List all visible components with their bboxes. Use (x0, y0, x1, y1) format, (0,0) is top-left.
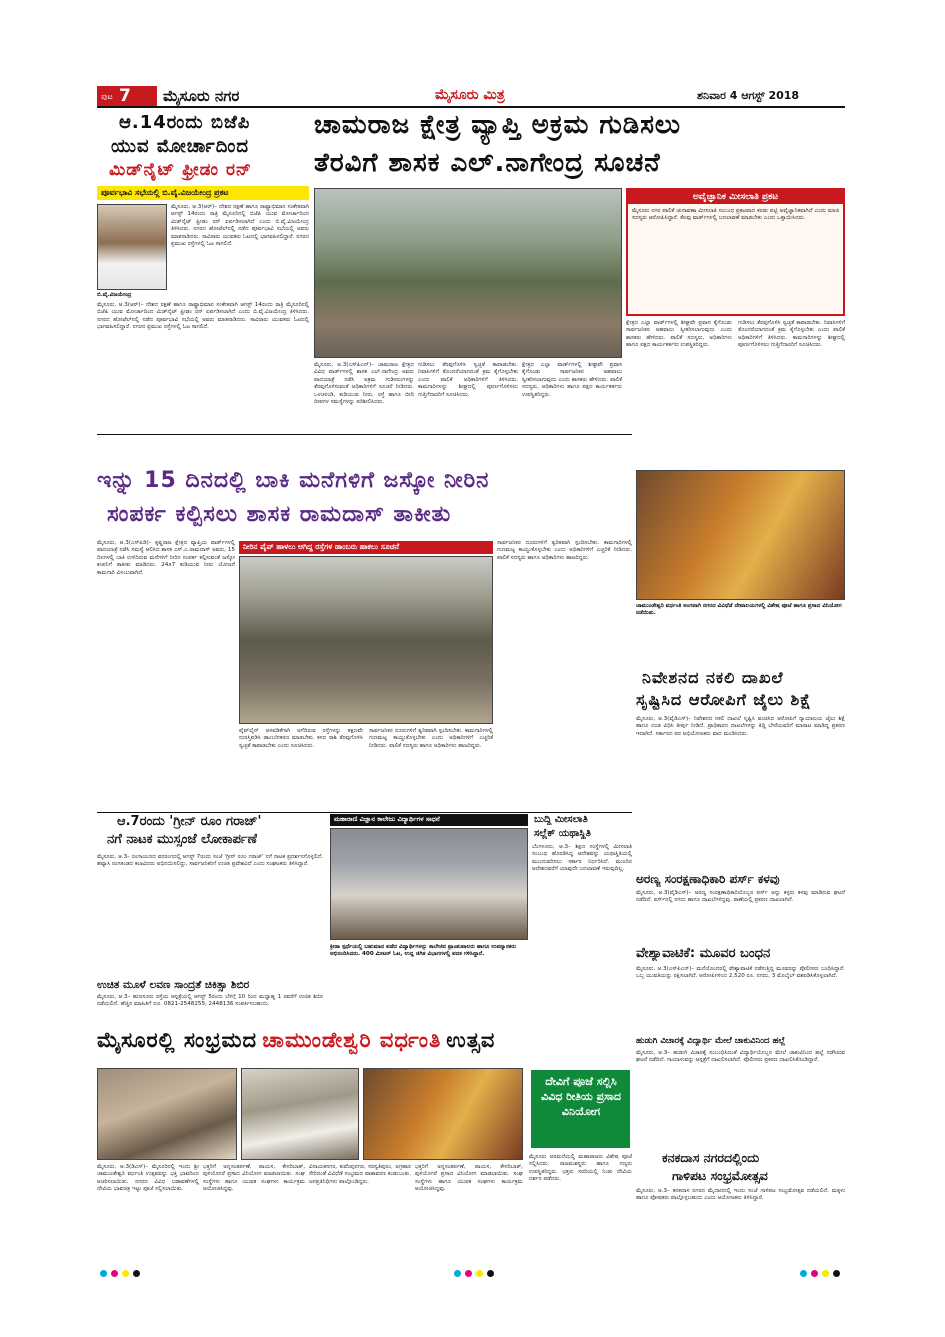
lead-body-mid: ಗುಡಿಸಲು ತೆರವುಗೊಳಿಸಿ ಸ್ವಚ್ಛತೆ ಕಾಪಾಡಬೇಕು. ನಿವಾಸಿಗಳಿಗೆ ತೊಂದರೆಯಾಗದಂತೆ ಕ್ರಮ ಕೈಗೊಳ್ಳಬೇಕು ಎಂದು ಪಾಲಿಕೆ ಅಧಿಕಾರಿಗಳಿಗೆ ತಿಳಿಸಿದರು. ಕಾಮಗಾರಿಗಳನ್ನು ಶೀಘ್ರದಲ್ಲಿ ಪೂರ್ಣಗೊಳಿಸಲು ಗುತ್ತಿಗೆದಾರರಿಗೆ ಸೂಚಿಸಿದರು. (418, 362, 518, 398)
lead-body-side: ಕ್ಷೇತ್ರದ ಎಲ್ಲಾ ವಾರ್ಡ್‌ಗಳಲ್ಲಿ ಶೀಘ್ರವೇ ಪ್ರವಾಸ ಕೈಗೊಂಡು ಸಾರ್ವಜನಿಕರ ಅಹವಾಲು ಸ್ವೀಕರಿಸಲಾಗುವುದು ಎಂದು ಶಾಸಕರು ಹೇಳಿದರು. ಪಾಲಿಕೆ ಸದಸ್ಯರು, ಅಧಿಕಾರಿಗಳು ಹಾಗೂ ಪಕ್ಷದ ಕಾರ್ಯಕರ್ತರು ಉಪಸ್ಥಿತರಿದ್ದರು. (626, 320, 732, 349)
kanaka-story (636, 1150, 845, 1260)
jusco-headline-2: ಸಂಪರ್ಕ ಕಲ್ಪಿಸಲು ಶಾಸಕ ರಾಮದಾಸ್ ತಾಕೀತು (107, 502, 452, 527)
divider-2 (97, 812, 632, 813)
paper-name: ಮೈಸೂರು ಮಿತ್ರ (435, 87, 505, 103)
bjp-story (97, 110, 309, 432)
page-label-box (97, 86, 157, 106)
fake-body: ಮೈಸೂರು, ಆ.3(ವೈಡಿಎಸ್)– ನಿವೇಶನದ ನಕಲಿ ದಾಖಲೆ ಸೃಷ್ಟಿಸಿ ವಂಚಿಸಿದ ಆರೋಪಿಗೆ ನ್ಯಾಯಾಲಯ ಜೈಲು ಶಿಕ್ಷೆ ಹಾಗೂ ದಂಡ ವಿಧಿಸಿ ತೀರ್ಪು ನೀಡಿದೆ. ಪ್ರಾಧಿಕಾರದ ದಾಖಲೆಗಳನ್ನು ತಿದ್ದಿ ಬೇರೆಯವರಿಗೆ ಮಾರಾಟ ಮಾಡಿದ್ದ ಪ್ರಕರಣ ಇದಾಗಿದೆ. ಸರ್ಕಾರದ ಪರ ಅಭಿಯೋಜಕರು ವಾದ ಮಂಡಿಸಿದರು. (636, 716, 845, 737)
dot-black (833, 1270, 840, 1277)
fake-headline-2: ಸೃಷ್ಟಿಸಿದ ಆರೋಪಿಗೆ ಜೈಲು ಶಿಕ್ಷೆ (636, 690, 812, 709)
bjp-headline-1: ಆ.14ರಂದು ಬಿಜೆಪಿ (119, 112, 251, 133)
dot-cyan (100, 1270, 107, 1277)
drama-story (97, 814, 327, 1024)
chamundi-headline (97, 1028, 632, 1062)
lead-body-right: ಕ್ಷೇತ್ರದ ಎಲ್ಲಾ ವಾರ್ಡ್‌ಗಳಲ್ಲಿ ಶೀಘ್ರವೇ ಪ್ರವಾಸ ಕೈಗೊಂಡು ಸಾರ್ವಜನಿಕರ ಅಹವಾಲು ಸ್ವೀಕರಿಸಲಾಗುವುದು ಎಂದು ಶಾಸಕರು ಹೇಳಿದರು. ಪಾಲಿಕೆ ಸದಸ್ಯರು, ಅಧಿಕಾರಿಗಳು ಹಾಗೂ ಪಕ್ಷದ ಕಾರ್ಯಕರ್ತರು ಉಪಸ್ಥಿತರಿದ್ದರು. (522, 362, 622, 398)
bjp-body-a: ಮೈಸೂರು, ಆ.3(ಆರ್)– ದೇಶದ ರಕ್ಷಣೆ ಹಾಗೂ ರಾಷ್ಟ್ರಾಭಿಮಾನ ಸಂಕೇತವಾಗಿ ಆಗಸ್ಟ್ 14ರಂದು ರಾತ್ರಿ ಮೈಸೂರಿನಲ್ಲಿ ಬಿಜೆಪಿ ಯುವ ಮೋರ್ಚಾದಿಂದ ಮಿಡ್‌ನೈಟ್ ಫ್ರೀಡಂ ರನ್ ಏರ್ಪಡಿಸಲಾಗಿದೆ ಎಂದು ಬಿ.ವೈ.ವಿಜಯೇಂದ್ರ ತಿಳಿಸಿದರು. ನಗರದ ಹೋಟೆಲ್‌ನಲ್ಲಿ ನಡೆದ ಪೂರ್ವಭಾವಿ ಸಭೆಯಲ್ಲಿ ಅವರು ಮಾತನಾಡಿದರು. ಸಾವಿರಾರು ಯುವಕರು ಓಟದಲ್ಲಿ ಭಾಗವಹಿಸಲಿದ್ದಾರೆ. ನಗರದ ಪ್ರಮುಖ ರಸ್ತೆಗಳಲ್ಲಿ ಓಟ ಸಾಗಲಿದೆ. (171, 204, 309, 248)
dot-black (133, 1270, 140, 1277)
section-title: ಮೈಸೂರು ನಗರ (163, 87, 240, 105)
kanaka-headline-1: ಕನಕದಾಸ ನಗರದಲ್ಲಿಂದು (662, 1150, 760, 1165)
bjp-portrait-photo (97, 204, 167, 290)
page-label: ಪುಟ (101, 92, 113, 101)
dot-magenta (811, 1270, 818, 1277)
forest-headline: ಅರಣ್ಯ ಸಂರಕ್ಷಣಾಧಿಕಾರಿ ಪರ್ಸ್ ಕಳವು (636, 872, 780, 886)
college-photo (330, 828, 528, 940)
chamundi-body-1: ಮೈಸೂರು, ಆ.3(ಡಿಎಸ್)– ಮೈಸೂರಿನಲ್ಲಿ ಇಂದು ಶ್ರೀ ಚಾಮುಂಡೇಶ್ವರಿ ವರ್ಧಂತಿ ಉತ್ಸವವನ್ನು ಭಕ್ತಿ ಭಾವದಿಂದ ಆಚರಿಸಲಾಯಿತು. ನಗರದ ವಿವಿಧ ಬಡಾವಣೆಗಳಲ್ಲಿ ದೇವಿಯ ಭಾವಚಿತ್ರ ಇಟ್ಟು ಪೂಜೆ ಸಲ್ಲಿಸಲಾಯಿತು. (97, 1164, 199, 1193)
fake-headline-1: ನಿವೇಶನದ ನಕಲಿ ದಾಖಲೆ (642, 668, 784, 687)
buddi-headline-2: ಸಲ್ಲೆಕ್ ಯಥಾಸ್ಥಿತಿ (534, 828, 591, 839)
chamundi-photo-3 (363, 1068, 523, 1160)
dot-black (487, 1270, 494, 1277)
issue-date: ಶನಿವಾರ 4 ಆಗಸ್ಟ್ 2018 (697, 89, 800, 102)
chamundi-photo-2 (241, 1068, 359, 1160)
bjp-headline-3: ಮಿಡ್‌ನೈಟ್ ಫ್ರೀಡಂ ರನ್ (109, 160, 252, 180)
chamundi-box (529, 1068, 632, 1150)
jusco-headline-1: ಇನ್ನು 15 ದಿನದಲ್ಲಿ ಬಾಕಿ ಮನೆಗಳಿಗೆ ಜಸ್ಕೋ ನೀರಿನ (97, 468, 490, 493)
registration-dots-center (454, 1262, 498, 1281)
college-kicker: ಮಹಾರಾಣಿ ವಿಜ್ಞಾನ ಕಾಲೇಜು ವಿದ್ಯಾರ್ಥಿಗಳ ಸಾಧನೆ (330, 814, 528, 826)
dot-yellow (822, 1270, 829, 1277)
fake-doc-story (636, 668, 845, 868)
temple-caption: ಚಾಮುಂಡೇಶ್ವರಿ ವರ್ಧಂತಿ ಅಂಗವಾಗಿ ನಗರದ ವಿವಿಧೆಡೆ ದೇವಾಲಯಗಳಲ್ಲಿ ವಿಶೇಷ ಪೂಜೆ ಹಾಗೂ ಪ್ರಸಾದ ವಿನಿಯೋಗ ನಡೆಯಿತು. (636, 603, 842, 617)
chamundi-body-2: ಭಕ್ತರಿಗೆ ಅನ್ನಸಂತರ್ಪಣೆ, ಪಾಯಸ, ಕೇಸರಿಬಾತ್, ಪುಳಿಯೊಗರೆ ಪ್ರಸಾದ ವಿನಿಯೋಗ ಮಾಡಲಾಯಿತು. ಸಂಘ ಸಂಸ್ಥೆಗಳು ಹಾಗೂ ಯುವಕ ಸಂಘಗಳು ಕಾರ್ಯಕ್ರಮ ಆಯೋಜಿಸಿದ್ದವು. (203, 1164, 305, 1193)
dot-cyan (454, 1270, 461, 1277)
vice-story (636, 946, 845, 1034)
chamundi-body-5: ಮೈಸೂರು ಅರಮನೆಯಲ್ಲಿ ಮಹಾರಾಜರು ವಿಶೇಷ ಪೂಜೆ ಸಲ್ಲಿಸಿದರು. ರಾಜವಂಶಸ್ಥರು ಹಾಗೂ ಗಣ್ಯರು ಉಪಸ್ಥಿತರಿದ್ದರು. ಭಕ್ತರು ಸರದಿಯಲ್ಲಿ ನಿಂತು ದೇವಿಯ ದರ್ಶನ ಪಡೆದರು. (529, 1154, 632, 1183)
bjp-kicker: ಪೂರ್ವಭಾವಿ ಸಭೆಯಲ್ಲಿ ಬಿ.ವೈ.ವಿಜಯೇಂದ್ರ ಪ್ರಕಟ (97, 186, 309, 200)
buddi-body: ಬೆಂಗಳೂರು, ಆ.3– ಶಿಕ್ಷಣ ಸಂಸ್ಥೆಗಳಲ್ಲಿ ಮೀಸಲಾತಿ ಸಂಬಂಧ ಹೊರಡಿಸಿದ್ದ ಆದೇಶವನ್ನು ಯಥಾಸ್ಥಿತಿಯಲ್ಲಿ ಮುಂದುವರಿಸಲು ಸರ್ಕಾರ ನಿರ್ಧರಿಸಿದೆ. ಮುಂದಿನ ಆದೇಶದವರೆಗೆ ಯಾವುದೇ ಬದಲಾವಣೆ ಇರುವುದಿಲ್ಲ. (532, 844, 632, 873)
lead-sidebox (626, 188, 845, 316)
jusco-photo (239, 556, 493, 724)
jusco-body-mid: ಪೈಪ್‌ಲೈನ್ ಅಳವಡಿಕೆಗಾಗಿ ಅಗೆದಿರುವ ರಸ್ತೆಗಳನ್ನು ತಕ್ಷಣವೇ ದುರಸ್ತಿಪಡಿಸಿ ಡಾಂಬರೀಕರಣ ಮಾಡಬೇಕು. ಕಸದ ರಾಶಿ ತೆರವುಗೊಳಿಸಿ ಸ್ವಚ್ಛತೆ ಕಾಪಾಡಬೇಕು ಎಂದು ಸೂಚಿಸಿದರು. (239, 728, 363, 749)
dot-cyan (800, 1270, 807, 1277)
jusco-story (97, 470, 632, 810)
buddi-headline-1: ಬುದ್ಧಿ ಮೀಸಲಾತಿ (534, 814, 588, 825)
bjp-headline-2: ಯುವ ಮೋರ್ಚಾದಿಂದ (111, 136, 249, 157)
chamundi-body-3: ವಿನಾಯಕನಗರ, ಕುವೆಂಪುನಗರ, ಸರಸ್ವತಿಪುರಂ, ಅಗ್ರಹಾರ ಸೇರಿದಂತೆ ವಿವಿಧೆಡೆ ಸಂಭ್ರಮದ ವಾತಾವರಣ ಕಂಡುಬಂತು. ಜನಪ್ರತಿನಿಧಿಗಳು ಪಾಲ್ಗೊಂಡಿದ್ದರು. (309, 1164, 411, 1185)
lead-body-left: ಮೈಸೂರು, ಆ.3(ಎಸ್‌ಪಿಎನ್)– ಚಾಮರಾಜ ಕ್ಷೇತ್ರದ ವಿವಿಧ ವಾರ್ಡ್‌ಗಳಲ್ಲಿ ಶಾಸಕ ಎಲ್.ನಾಗೇಂದ್ರ ಅವರು ಪಾದಯಾತ್ರೆ ನಡೆಸಿ ಅಕ್ರಮ ಗುಡಿಸಲುಗಳನ್ನು ತೆರವುಗೊಳಿಸುವಂತೆ ಅಧಿಕಾರಿಗಳಿಗೆ ಸೂಚನೆ ನೀಡಿದರು. ಒಳಚರಂಡಿ, ಕುಡಿಯುವ ನೀರು, ರಸ್ತೆ ಹಾಗೂ ಬೀದಿ ದೀಪಗಳ ಸಮಸ್ಯೆಗಳನ್ನು ಪರಿಶೀಲಿಸಿದರು. (314, 362, 414, 406)
lead-story (314, 110, 845, 432)
buddi-story (532, 814, 632, 1024)
vice-headline: ವೇಶ್ಯಾವಾಟಿಕೆ: ಮೂವರ ಬಂಧನ (636, 946, 771, 961)
masthead (97, 86, 845, 106)
drama-body: ಮೈಸೂರು, ಆ.3– ರಂಗಾಯಣದ ವನರಂಗದಲ್ಲಿ ಆಗಸ್ಟ್ 7ರಂದು ಸಂಜೆ 'ಗ್ರೀನ್ ರೂಂ ಗರಾಜ್' ನಗೆ ನಾಟಕ ಪ್ರದರ್ಶನಗೊಳ್ಳಲಿದೆ. ಹವ್ಯಾಸಿ ರಂಗತಂಡದ ಕಲಾವಿದರು ಅಭಿನಯಿಸಲಿದ್ದು, ಸಾರ್ವಜನಿಕರಿಗೆ ಉಚಿತ ಪ್ರವೇಶವಿದೆ ಎಂದು ಸಂಘಟಕರು ತಿಳಿಸಿದ್ದಾರೆ. (97, 854, 323, 868)
jusco-body-left: ಮೈಸೂರು, ಆ.3(ಎಸ್‌ಪಿಡಿ)– ಕೃಷ್ಣರಾಜ ಕ್ಷೇತ್ರದ ವ್ಯಾಪ್ತಿಯ ವಾರ್ಡ್‌ಗಳಲ್ಲಿ ಪಾದಯಾತ್ರೆ ನಡೆಸಿ ಸಮಸ್ಯೆ ಆಲಿಸಿದ ಶಾಸಕ ಎಸ್.ಎ.ರಾಮದಾಸ್ ಅವರು, 15 ದಿನಗಳಲ್ಲಿ ಬಾಕಿ ಉಳಿದಿರುವ ಮನೆಗಳಿಗೆ ನೀರಿನ ಸಂಪರ್ಕ ಕಲ್ಪಿಸುವಂತೆ ಜಸ್ಕೋ ಕಂಪನಿಗೆ ತಾಕೀತು ಮಾಡಿದರು. 24x7 ಕುಡಿಯುವ ನೀರು ಯೋಜನೆ ಕಾಮಗಾರಿ ವಿಳಂಬವಾಗಿದೆ. (97, 540, 235, 576)
drama-headline-1: ಆ.7ರಂದು 'ಗ್ರೀನ್ ರೂಂ ಗರಾಜ್' (117, 814, 262, 829)
registration-dots-left (100, 1262, 144, 1281)
chamundi-body-4: ಭಕ್ತರಿಗೆ ಅನ್ನಸಂತರ್ಪಣೆ, ಪಾಯಸ, ಕೇಸರಿಬಾತ್, ಪುಳಿಯೊಗರೆ ಪ್ರಸಾದ ವಿನಿಯೋಗ ಮಾಡಲಾಯಿತು. ಸಂಘ ಸಂಸ್ಥೆಗಳು ಹಾಗೂ ಯುವಕ ಸಂಘಗಳು ಕಾರ್ಯಕ್ರಮ ಆಯೋಜಿಸಿದ್ದವು. (415, 1164, 523, 1193)
jusco-body-mid-2: ಸಾರ್ವಜನಿಕರ ದೂರುಗಳಿಗೆ ತ್ವರಿತವಾಗಿ ಸ್ಪಂದಿಸಬೇಕು. ಕಾಮಗಾರಿಗಳಲ್ಲಿ ಗುಣಮಟ್ಟ ಕಾಯ್ದುಕೊಳ್ಳಬೇಕು ಎಂದು ಅಧಿಕಾರಿಗಳಿಗೆ ಎಚ್ಚರಿಕೆ ನೀಡಿದರು. ಪಾಲಿಕೆ ಸದಸ್ಯರು ಹಾಗೂ ಅಧಿಕಾರಿಗಳು ಹಾಜರಿದ್ದರು. (369, 728, 493, 749)
lead-headline-1: ಚಾಮರಾಜ ಕ್ಷೇತ್ರ ವ್ಯಾಪ್ತಿ ಅಕ್ರಮ ಗುಡಿಸಲು (314, 110, 682, 140)
jusco-body-right: ಸಾರ್ವಜನಿಕರ ದೂರುಗಳಿಗೆ ತ್ವರಿತವಾಗಿ ಸ್ಪಂದಿಸಬೇಕು. ಕಾಮಗಾರಿಗಳಲ್ಲಿ ಗುಣಮಟ್ಟ ಕಾಯ್ದುಕೊಳ್ಳಬೇಕು ಎಂದು ಅಧಿಕಾರಿಗಳಿಗೆ ಎಚ್ಚರಿಕೆ ನೀಡಿದರು. ಪಾಲಿಕೆ ಸದಸ್ಯರು ಹಾಗೂ ಅಧಿಕಾರಿಗಳು ಹಾಜರಿದ್ದರು. (497, 540, 632, 561)
lead-body-side-2: ಗುಡಿಸಲು ತೆರವುಗೊಳಿಸಿ ಸ್ವಚ್ಛತೆ ಕಾಪಾಡಬೇಕು. ನಿವಾಸಿಗಳಿಗೆ ತೊಂದರೆಯಾಗದಂತೆ ಕ್ರಮ ಕೈಗೊಳ್ಳಬೇಕು ಎಂದು ಪಾಲಿಕೆ ಅಧಿಕಾರಿಗಳಿಗೆ ತಿಳಿಸಿದರು. ಕಾಮಗಾರಿಗಳನ್ನು ಶೀಘ್ರದಲ್ಲಿ ಪೂರ್ಣಗೊಳಿಸಲು ಗುತ್ತಿಗೆದಾರರಿಗೆ ಸೂಚಿಸಿದರು. (738, 320, 845, 349)
chamundi-headline-red: ಚಾಮುಂಡೇಶ್ವರಿ ವರ್ಧಂತಿ (262, 1028, 442, 1052)
dot-yellow (476, 1270, 483, 1277)
dot-yellow (122, 1270, 129, 1277)
college-caption: ಕ್ರೀಡಾ ಸ್ಪರ್ಧೆಯಲ್ಲಿ ಬಹುಮಾನ ಪಡೆದ ವಿದ್ಯಾರ್ಥಿಗಳನ್ನು ಕಾಲೇಜಿನ ಪ್ರಾಂಶುಪಾಲರು ಹಾಗೂ ಉಪನ್ಯಾಸಕರು ಅಭಿನಂದಿಸಿದರು. 400 ಮೀಟರ್ ಓಟ, ಉದ್ದ ಜಿಗಿತ ವಿಭಾಗಗಳಲ್ಲಿ ಪದಕ ಗಳಿಸಿದ್ದಾರೆ. (330, 944, 517, 958)
lead-sidebox-title: ಅವೈಜ್ಞಾನಿಕ ಮೀಸಲಾತಿ ಪ್ರಕಟ (628, 190, 843, 204)
lead-photo (314, 188, 622, 358)
student-headline: ಹುಡುಗಿ ವಿಚಾರಕ್ಕೆ ವಿದ್ಯಾರ್ಥಿ ಮೇಲೆ ಚಾಕುವಿನಿಂದ ಹಲ್ಲೆ (636, 1036, 786, 1046)
lead-headline-2: ತೆರವಿಗೆ ಶಾಸಕ ಎಲ್.ನಾಗೇಂದ್ರ ಸೂಚನೆ (314, 148, 661, 178)
vice-body: ಮೈಸೂರು, ಆ.3(ಎಸ್‌ಪಿಎನ್)– ಮನೆಯೊಂದರಲ್ಲಿ ವೇಶ್ಯಾವಾಟಿಕೆ ನಡೆಸುತ್ತಿದ್ದ ಮೂವರನ್ನು ಪೊಲೀಸರು ಬಂಧಿಸಿದ್ದಾರೆ. ಒಬ್ಬ ಯುವತಿಯನ್ನು ರಕ್ಷಿಸಲಾಗಿದೆ. ಆರೋಪಿಗಳಿಂದ 2,520 ರೂ. ನಗದು, 3 ಮೊಬೈಲ್ ವಶಪಡಿಸಿಕೊಳ್ಳಲಾಗಿದೆ. (636, 966, 845, 980)
page-number: 7 (119, 86, 131, 106)
temple-photo (636, 470, 845, 600)
college-story (330, 814, 528, 1024)
chamundi-headline-b: ಉತ್ಸವ (446, 1028, 496, 1052)
dot-magenta (111, 1270, 118, 1277)
kanaka-headline-2: ಗಾಳಿಪಟ ಸಂಭ್ರಮೋತ್ಸವ (672, 1168, 768, 1183)
drama-headline-2: ನಗೆ ನಾಟಕ ಮುಸ್ಸಂಜೆ ಲೋಕಾರ್ಪಣೆ (107, 832, 258, 847)
chamundi-story (97, 1028, 632, 1260)
forest-body: ಮೈಸೂರು, ಆ.3(ವೈಡಿಎಸ್)– ಅರಣ್ಯ ಸಂರಕ್ಷಣಾಧಿಕಾರಿಯೊಬ್ಬರ ಪರ್ಸ್ ಅನ್ನು ಕಳ್ಳರು ಕಳವು ಮಾಡಿರುವ ಘಟನೆ ನಡೆದಿದೆ. ಪರ್ಸ್‌ನಲ್ಲಿ ನಗದು ಹಾಗೂ ದಾಖಲೆಗಳಿದ್ದವು. ಠಾಣೆಯಲ್ಲಿ ಪ್ರಕರಣ ದಾಖಲಾಗಿದೆ. (636, 890, 845, 904)
camp-body: ಮೈಸೂರು, ಆ.3– ಹುಣಸೂರು ರಸ್ತೆಯ ಆಸ್ಪತ್ರೆಯಲ್ಲಿ ಆಗಸ್ಟ್ 5ರಂದು ಬೆಳಿಗ್ಗೆ 10 ರಿಂದ ಮಧ್ಯಾಹ್ನ 1 ರವರೆಗೆ ಉಚಿತ ಶಿಬಿರ ನಡೆಯಲಿದೆ. ಹೆಚ್ಚಿನ ಮಾಹಿತಿಗೆ ದೂ. 0821-2548255, 2448136 ಸಂಪರ್ಕಿಸಬಹುದು. (97, 994, 323, 1008)
lead-sidebox-body: ಮೈಸೂರು ನಗರ ಪಾಲಿಕೆ ಚುನಾವಣಾ ಮೀಸಲಾತಿ ಸಂಬಂಧ ಪ್ರಕಟವಾದ ಕರಡು ಪಟ್ಟಿ ಅವೈಜ್ಞಾನಿಕವಾಗಿದೆ ಎಂದು ಮಾಜಿ ಸದಸ್ಯರು ಆರೋಪಿಸಿದ್ದಾರೆ. ಕೆಲವು ವಾರ್ಡ್‌ಗಳಲ್ಲಿ ಬದಲಾವಣೆ ಮಾಡಬೇಕು ಎಂದು ಒತ್ತಾಯಿಸಿದರು. (632, 208, 839, 222)
forest-story (636, 872, 845, 944)
student-body: ಮೈಸೂರು, ಆ.3– ಹುಡುಗಿ ವಿಚಾರಕ್ಕೆ ಸಂಬಂಧಿಸಿದಂತೆ ವಿದ್ಯಾರ್ಥಿಯೊಬ್ಬನ ಮೇಲೆ ಚಾಕುವಿನಿಂದ ಹಲ್ಲೆ ನಡೆಸಿರುವ ಘಟನೆ ನಡೆದಿದೆ. ಗಾಯಾಳುವನ್ನು ಆಸ್ಪತ್ರೆಗೆ ದಾಖಲಿಸಲಾಗಿದೆ. ಪೊಲೀಸರು ಪ್ರಕರಣ ದಾಖಲಿಸಿಕೊಂಡಿದ್ದಾರೆ. (636, 1050, 845, 1064)
masthead-rule (97, 106, 845, 108)
bjp-portrait-caption: ಬಿ.ವೈ.ವಿಜಯೇಂದ್ರ (97, 292, 132, 298)
jusco-kicker: ನೀರಿನ ಪೈಪ್ ಹಾಳಲು ಆಗಿದ್ದ ರಸ್ತೆಗಳ ಡಾಂಬರು ಹಾಕಲು ಸೂಚನೆ (239, 541, 493, 554)
kanaka-body: ಮೈಸೂರು, ಆ.3– ಕನಕದಾಸ ನಗರದ ಮೈದಾನದಲ್ಲಿ ಇಂದು ಸಂಜೆ ಗಾಳಿಪಟ ಸಂಭ್ರಮೋತ್ಸವ ನಡೆಯಲಿದೆ. ಮಕ್ಕಳು ಹಾಗೂ ಪೋಷಕರು ಪಾಲ್ಗೊಳ್ಳಬಹುದು ಎಂದು ಆಯೋಜಕರು ತಿಳಿಸಿದ್ದಾರೆ. (636, 1188, 845, 1202)
student-story (636, 1036, 845, 1150)
registration-dots-right (800, 1262, 844, 1281)
chamundi-photo-1 (97, 1068, 237, 1160)
chamundi-box-text: ದೇವಿಗೆ ಪೂಜೆ ಸಲ್ಲಿಸಿ ವಿವಿಧ ರೀತಿಯ ಪ್ರಸಾದ ವಿನಿಯೋಗ (541, 1075, 621, 1118)
camp-headline: ಉಚಿತ ಮೂಳೆ ಲವಣ ಸಾಂದ್ರತೆ ಚಿಕಿತ್ಸಾ ಶಿಬಿರ (97, 979, 250, 991)
bjp-body-b: ಮೈಸೂರು, ಆ.3(ಆರ್)– ದೇಶದ ರಕ್ಷಣೆ ಹಾಗೂ ರಾಷ್ಟ್ರಾಭಿಮಾನ ಸಂಕೇತವಾಗಿ ಆಗಸ್ಟ್ 14ರಂದು ರಾತ್ರಿ ಮೈಸೂರಿನಲ್ಲಿ ಬಿಜೆಪಿ ಯುವ ಮೋರ್ಚಾದಿಂದ ಮಿಡ್‌ನೈಟ್ ಫ್ರೀಡಂ ರನ್ ಏರ್ಪಡಿಸಲಾಗಿದೆ ಎಂದು ಬಿ.ವೈ.ವಿಜಯೇಂದ್ರ ತಿಳಿಸಿದರು. ನಗರದ ಹೋಟೆಲ್‌ನಲ್ಲಿ ನಡೆದ ಪೂರ್ವಭಾವಿ ಸಭೆಯಲ್ಲಿ ಅವರು ಮಾತನಾಡಿದರು. ಸಾವಿರಾರು ಯುವಕರು ಓಟದಲ್ಲಿ ಭಾಗವಹಿಸಲಿದ್ದಾರೆ. ನಗರದ ಪ್ರಮುಖ ರಸ್ತೆಗಳಲ್ಲಿ ಓಟ ಸಾಗಲಿದೆ. (97, 302, 309, 331)
chamundi-headline-a: ಮೈಸೂರಲ್ಲಿ ಸಂಭ್ರಮದ (97, 1028, 258, 1052)
divider-1 (97, 434, 632, 435)
dot-magenta (465, 1270, 472, 1277)
